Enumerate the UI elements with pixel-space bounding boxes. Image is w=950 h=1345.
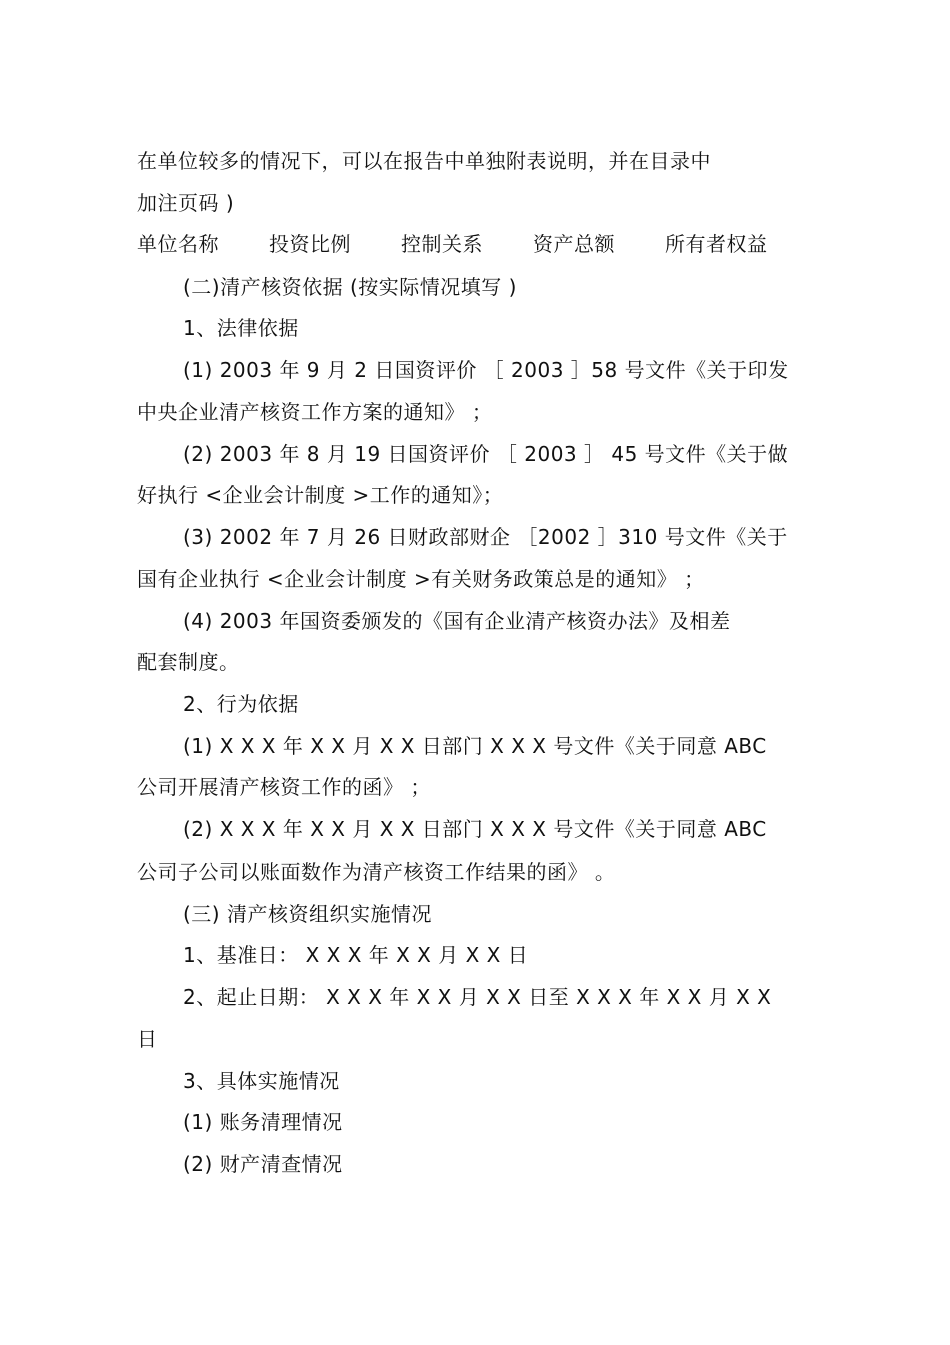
header-unit-name: 单位名称 [137, 232, 219, 256]
conduct-item1-line2: 公司开展清产核资工作的函》 ； [137, 775, 431, 799]
header-control-relation: 控制关系 [401, 232, 483, 256]
legal-item1-line2: 中央企业清产核资工作方案的通知》 ； [137, 400, 493, 424]
legal-basis-heading: 1、法律依据 [183, 316, 299, 340]
implementation-item1: (1) 账务清理情况 [183, 1110, 343, 1134]
legal-item3-line1: (3) 2002 年 7 月 26 日财政部财企 ［2002 ］310 号文件《关于 [183, 525, 788, 549]
implementation-heading: 3、具体实施情况 [183, 1069, 340, 1093]
header-owner-equity: 所有者权益 [665, 232, 768, 256]
period-line1: 2、起止日期： X X X 年 X X 月 X X 日至 X X X 年 X X 月 X X [183, 985, 772, 1009]
legal-item4-line2: 配套制度。 [137, 650, 240, 674]
section2-title: (二)清产核资依据 (按实际情况填写 ) [183, 275, 517, 299]
legal-item3-line2: 国有企业执行 <企业会计制度 >有关财务政策总是的通知》 ； [137, 567, 705, 591]
table-header-row [137, 230, 797, 258]
section3-title: (三) 清产核资组织实施情况 [183, 902, 432, 926]
conduct-item2-line1: (2) X X X 年 X X 月 X X 日部门 X X X 号文件《关于同意 ABC [183, 817, 767, 841]
legal-item2-line2: 好执行 <企业会计制度 >工作的通知》； [137, 483, 504, 507]
period-line2: 日 [137, 1027, 158, 1051]
implementation-item2: (2) 财产清查情况 [183, 1152, 343, 1176]
legal-item2-line1: (2) 2003 年 8 月 19 日国资评价 ［ 2003 ］ 45 号文件《关于做 [183, 442, 789, 466]
intro-line-1: 在单位较多的情况下，可以在报告中单独附表说明，并在目录中 [137, 149, 711, 173]
conduct-item1-line1: (1) X X X 年 X X 月 X X 日部门 X X X 号文件《关于同意 ABC [183, 734, 767, 758]
header-total-assets: 资产总额 [533, 232, 615, 256]
conduct-item2-line2: 公司子公司以账面数作为清产核资工作结果的函》 。 [137, 860, 616, 884]
header-investment-ratio: 投资比例 [269, 232, 351, 256]
intro-line-2: 加注页码 ) [137, 191, 235, 215]
base-date: 1、基准日： X X X 年 X X 月 X X 日 [183, 943, 529, 967]
legal-item1-line1: (1) 2003 年 9 月 2 日国资评价 ［ 2003 ］58 号文件《关于印发 [183, 358, 789, 382]
legal-item4-line1: (4) 2003 年国资委颁发的《国有企业清产核资办法》及相差 [183, 609, 731, 633]
conduct-basis-heading: 2、行为依据 [183, 692, 299, 716]
